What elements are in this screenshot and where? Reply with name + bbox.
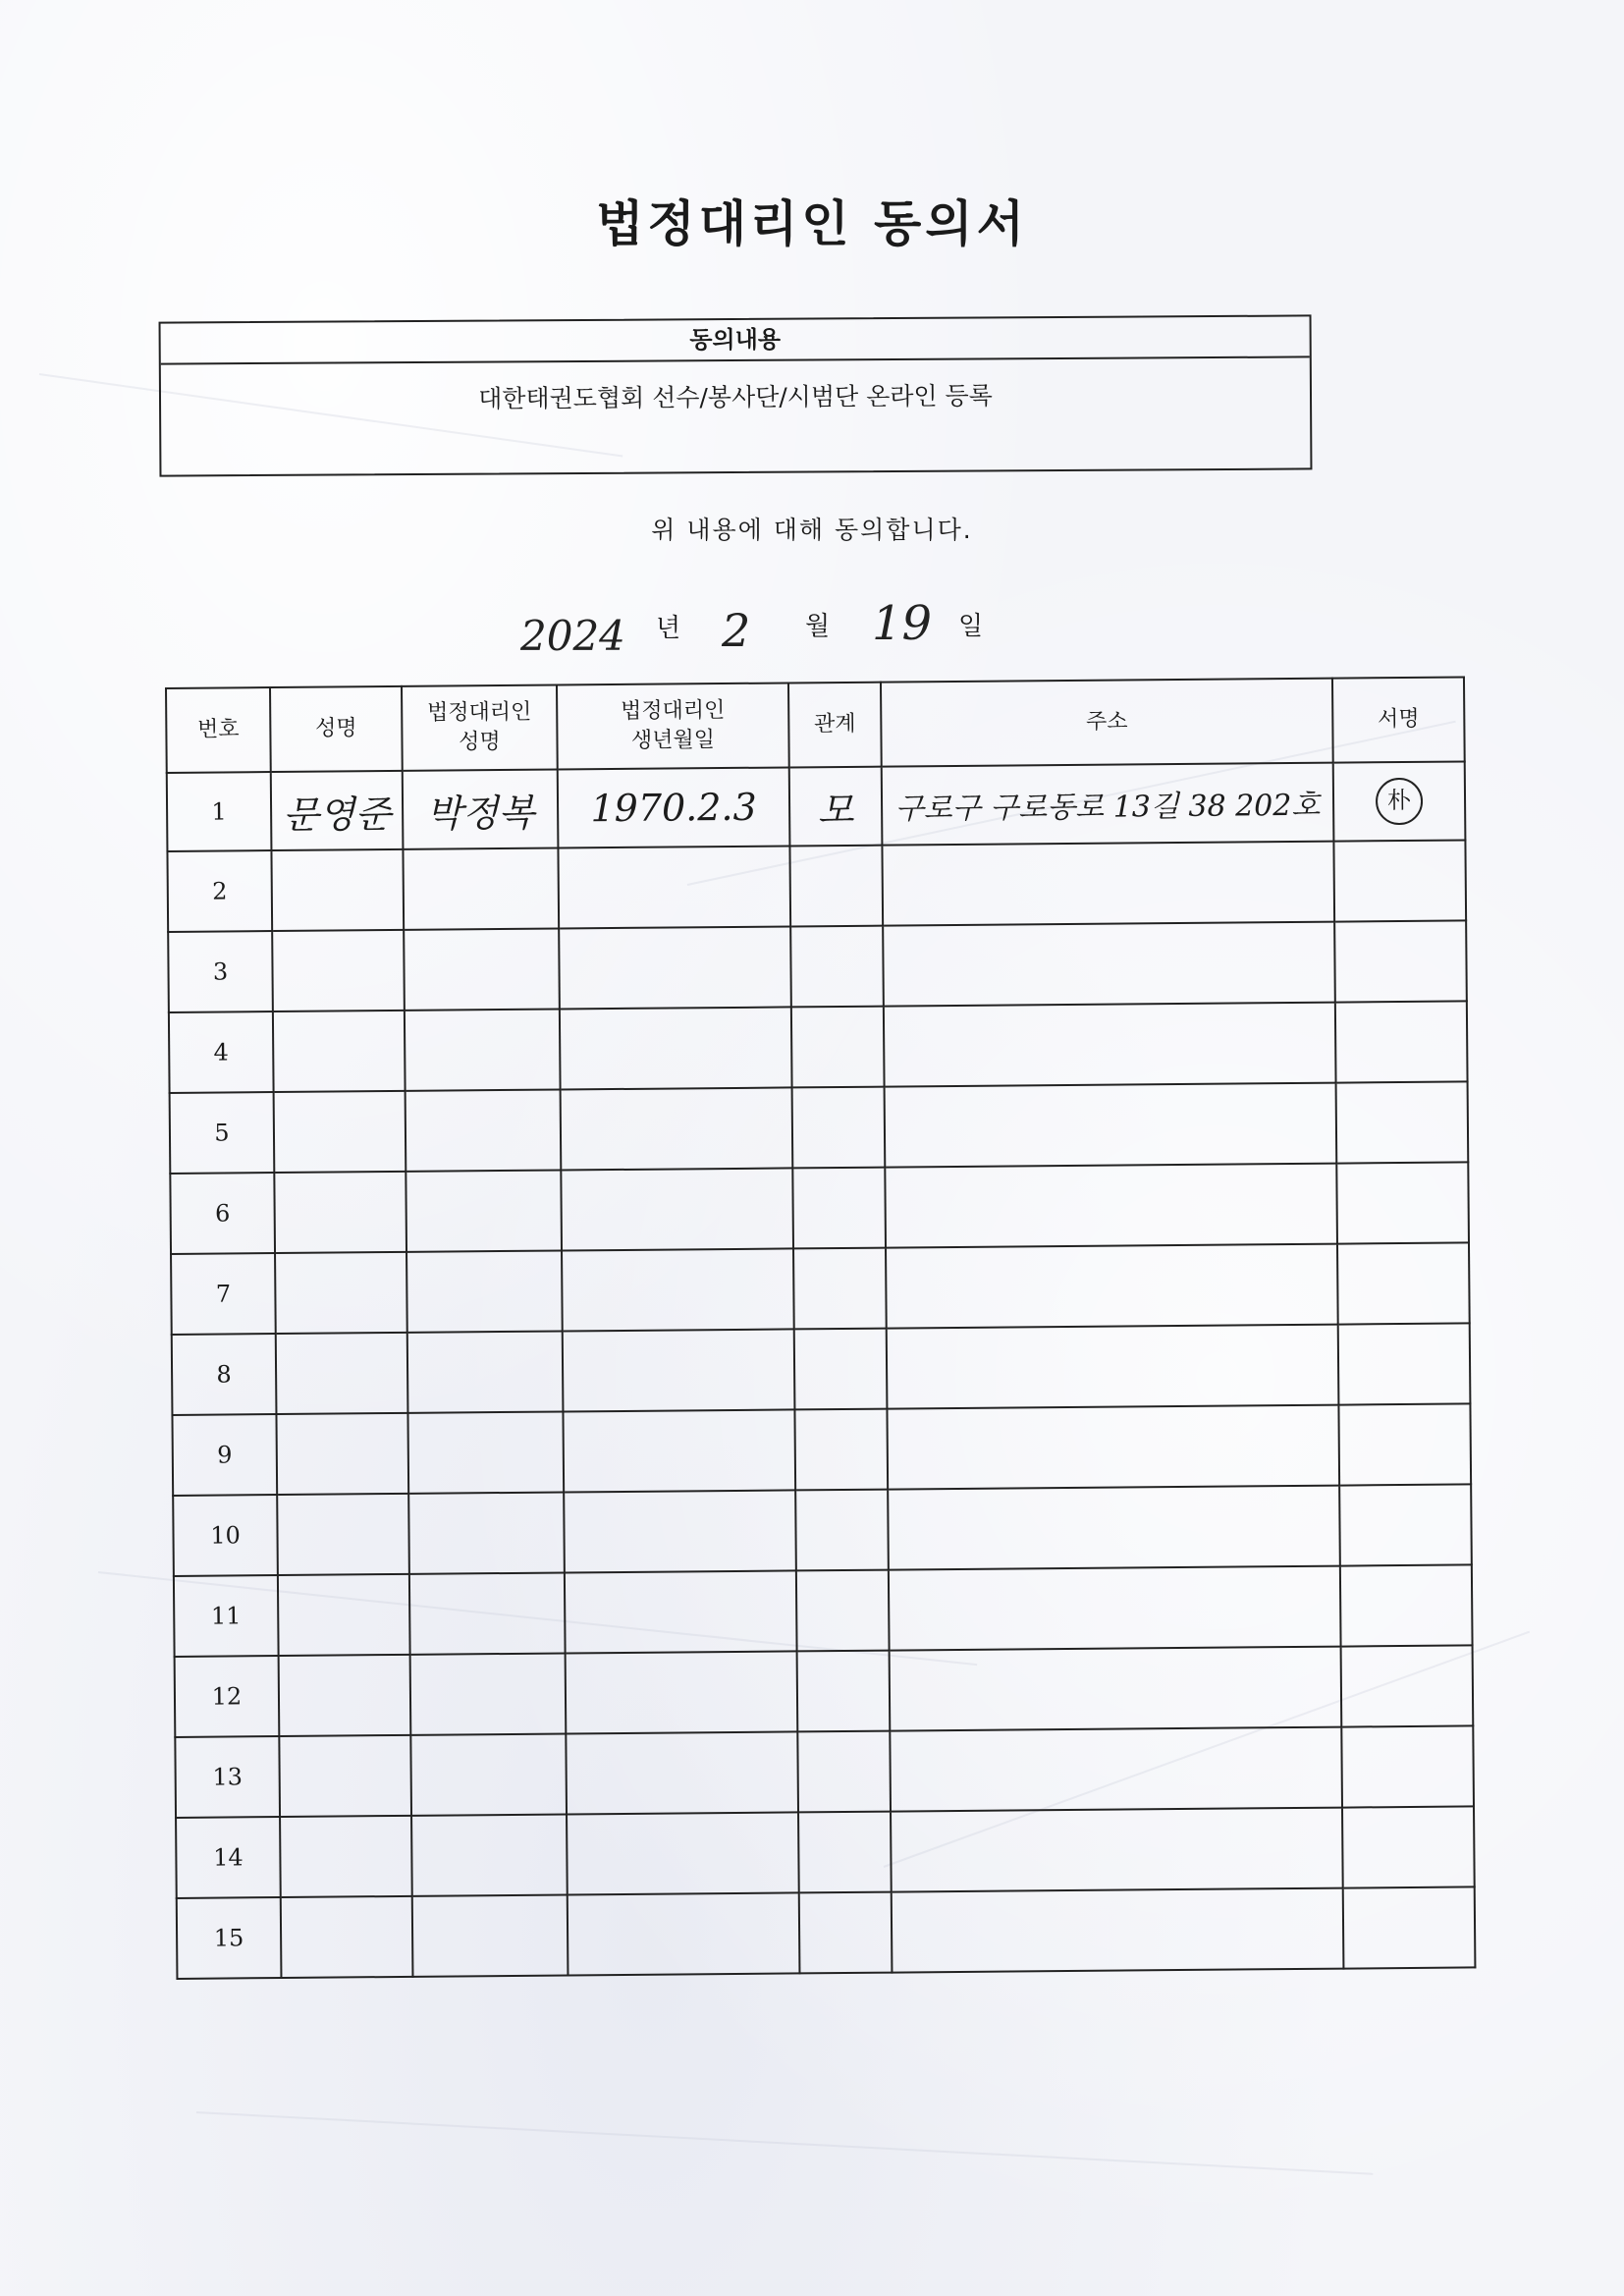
cell-guardian-name: [404, 929, 560, 1011]
consent-header: 동의내용: [161, 316, 1310, 364]
row-number-text: 13: [212, 1763, 244, 1791]
cell-guardian-birth: [560, 1007, 792, 1089]
cell-guardian-name: [407, 1331, 564, 1412]
cell-relation: [797, 1651, 891, 1732]
cell-relation: [792, 1087, 886, 1169]
cell-name: [279, 1735, 411, 1817]
cell-address: [882, 763, 1334, 846]
date-year-unit: 년: [656, 614, 681, 643]
cell-guardian-birth: [562, 1248, 794, 1331]
row-number-text: 8: [216, 1360, 232, 1389]
header-guardian-birth-line1: 법정대리인: [620, 698, 726, 724]
table-row: [170, 1081, 1469, 1174]
roster-table-wrapper: [165, 676, 1474, 1975]
table-row: [171, 1242, 1470, 1335]
table-row: [167, 761, 1466, 851]
header-signature: 서명: [1332, 677, 1465, 762]
cell-relation: [799, 1892, 893, 1974]
row-number-text: 12: [211, 1682, 243, 1711]
cell-name: [280, 1816, 412, 1897]
table-row: [176, 1806, 1475, 1898]
row-number-text: 3: [212, 957, 229, 986]
cell-guardian-name: [403, 770, 559, 849]
cell-relation: [792, 1168, 886, 1249]
row-number: [169, 1011, 274, 1093]
table-row: [177, 1886, 1476, 1979]
cell-guardian-birth-text: 1970.2.3: [590, 785, 757, 831]
row-number-text: 9: [217, 1441, 233, 1469]
cell-relation: [791, 1007, 885, 1088]
header-guardian-birth-line2: 생년월일: [630, 728, 716, 753]
cell-relation: [796, 1570, 890, 1652]
table-row: [172, 1323, 1471, 1415]
cell-guardian-birth: [561, 1168, 793, 1250]
cell-guardian-name: [406, 1170, 562, 1251]
header-guardian-birth: [557, 683, 789, 769]
cell-signature: [1337, 1242, 1470, 1324]
cell-relation: [790, 926, 884, 1008]
cell-guardian-name: [405, 1010, 561, 1091]
cell-address: [887, 1405, 1339, 1490]
row-number-text: 1: [211, 797, 227, 826]
cell-signature: [1334, 920, 1467, 1002]
cell-guardian-birth: [559, 926, 791, 1009]
row-number: [173, 1495, 278, 1576]
cell-guardian-name: [410, 1733, 567, 1815]
cell-name: [278, 1574, 410, 1656]
cell-name: [274, 1172, 406, 1253]
table-row: [175, 1725, 1474, 1818]
row-number-text: 7: [215, 1280, 232, 1308]
date-day-unit: 일: [958, 612, 984, 641]
date-month-unit: 월: [805, 612, 831, 641]
cell-guardian-birth: [564, 1490, 796, 1572]
cell-address: [887, 1325, 1339, 1409]
cell-signature: [1340, 1564, 1473, 1646]
cell-address: [885, 1083, 1337, 1168]
table-header-row: [166, 677, 1465, 773]
agree-statement: 위 내용에 대해 동의합니다.: [651, 516, 973, 544]
date-month: 2: [722, 604, 751, 657]
row-number: [175, 1656, 280, 1737]
cell-relation: [794, 1329, 888, 1410]
cell-address: [890, 1647, 1342, 1731]
cell-relation: [794, 1409, 888, 1491]
row-number-text: 5: [214, 1119, 230, 1147]
cell-relation: [797, 1731, 891, 1813]
cell-address: [889, 1566, 1341, 1651]
cell-name: [277, 1494, 409, 1575]
cell-name: [273, 1011, 406, 1092]
row-number-text: 10: [210, 1521, 241, 1550]
header-guardian-name: [402, 685, 558, 771]
cell-guardian-name: [408, 1492, 565, 1573]
row-number-text: 14: [212, 1843, 244, 1872]
cell-guardian-birth: [568, 1892, 800, 1975]
cell-relation: [789, 767, 883, 847]
header-name: 성명: [270, 686, 403, 772]
cell-address: [883, 922, 1335, 1007]
cell-guardian-name-text: 박정복: [425, 791, 535, 836]
cell-address: [884, 1003, 1336, 1087]
row-number-text: 11: [210, 1602, 242, 1630]
cell-guardian-name: [406, 1090, 562, 1172]
table-row: [172, 1403, 1471, 1496]
consent-content: 대한태권도협회 선수/봉사단/시범단 온라인 등록: [478, 381, 993, 413]
row-number-text: 4: [213, 1038, 230, 1066]
cell-guardian-name: [411, 1814, 568, 1895]
signature-seal: 朴: [1376, 778, 1423, 825]
header-no: 번호: [166, 687, 271, 773]
document-title: 법정대리인 동의서: [596, 195, 1028, 252]
cell-signature: [1341, 1645, 1474, 1726]
row-number: [177, 1897, 282, 1979]
cell-address: [892, 1888, 1344, 1973]
cell-name: [276, 1333, 408, 1414]
cell-name: [275, 1252, 407, 1334]
cell-name-text: 문영준: [282, 792, 392, 837]
cell-address: [886, 1244, 1338, 1329]
header-address: 주소: [881, 679, 1333, 767]
cell-address: [890, 1727, 1342, 1812]
table-row: [175, 1645, 1474, 1737]
row-number: [172, 1334, 277, 1415]
row-number-text: 15: [213, 1924, 244, 1952]
cell-name: [281, 1896, 413, 1978]
header-relation: 관계: [788, 683, 882, 768]
cell-relation: [795, 1490, 889, 1571]
row-number: [176, 1817, 281, 1898]
cell-address: [888, 1486, 1340, 1570]
cell-signature: [1333, 840, 1466, 921]
table-row: [174, 1564, 1473, 1657]
cell-signature: [1333, 761, 1466, 841]
table-row: [167, 840, 1466, 932]
cell-signature: [1338, 1323, 1471, 1404]
cell-address: [885, 1164, 1337, 1248]
cell-guardian-birth: [558, 846, 790, 928]
row-number: [168, 931, 273, 1012]
cell-signature: [1341, 1725, 1474, 1807]
cell-guardian-birth: [566, 1651, 798, 1733]
table-row: [169, 1001, 1468, 1093]
header-guardian-name-line1: 법정대리인: [426, 699, 532, 726]
cell-guardian-name: [412, 1894, 568, 1976]
roster-table: [165, 676, 1476, 1980]
cell-name: [274, 1091, 406, 1173]
cell-name: [276, 1413, 408, 1495]
cell-guardian-birth: [563, 1329, 795, 1411]
row-number-text: 2: [212, 877, 228, 905]
cell-relation: [793, 1248, 887, 1330]
cell-relation-text: 모: [817, 788, 854, 832]
cell-signature: [1335, 1001, 1468, 1082]
row-number: [172, 1414, 277, 1496]
row-number-text: 6: [214, 1199, 231, 1228]
cell-signature: [1343, 1886, 1476, 1968]
consent-box: [159, 314, 1313, 476]
table-row: [170, 1162, 1469, 1254]
cell-signature: [1336, 1081, 1469, 1163]
row-number: [170, 1173, 275, 1254]
cell-guardian-birth: [567, 1812, 799, 1894]
cell-signature: [1342, 1806, 1475, 1887]
cell-address: [891, 1808, 1343, 1892]
cell-name: [272, 930, 405, 1011]
row-number: [174, 1575, 279, 1657]
table-row: [168, 920, 1467, 1012]
cell-relation: [789, 846, 883, 927]
date-year: 2024: [520, 612, 625, 660]
row-number: [175, 1736, 280, 1818]
row-number: [167, 772, 272, 851]
cell-guardian-name: [409, 1572, 566, 1654]
cell-signature: [1336, 1162, 1469, 1243]
date-line: [520, 594, 1070, 673]
date-day: 19: [872, 596, 933, 651]
header-guardian-name-line2: 성명: [459, 730, 501, 755]
cell-signature: [1339, 1484, 1472, 1565]
cell-signature: [1338, 1403, 1471, 1485]
cell-name: [271, 849, 404, 931]
row-number: [171, 1253, 276, 1335]
cell-guardian-birth: [561, 1087, 793, 1170]
cell-address: [882, 842, 1334, 926]
cell-guardian-name: [406, 1250, 563, 1332]
cell-address-text: 구로구 구로동로 13길 38 202호: [894, 788, 1321, 827]
cell-name: [279, 1655, 411, 1736]
cell-name: [271, 771, 404, 850]
row-number: [167, 850, 272, 932]
cell-guardian-name: [410, 1653, 567, 1734]
cell-relation: [798, 1812, 892, 1893]
row-number: [170, 1092, 275, 1174]
table-row: [173, 1484, 1472, 1576]
cell-guardian-birth: [566, 1731, 798, 1814]
cell-guardian-birth: [563, 1409, 795, 1492]
cell-guardian-name: [403, 848, 559, 930]
cell-guardian-birth: [565, 1570, 797, 1653]
cell-guardian-birth: [558, 767, 790, 847]
cell-guardian-name: [407, 1411, 564, 1493]
